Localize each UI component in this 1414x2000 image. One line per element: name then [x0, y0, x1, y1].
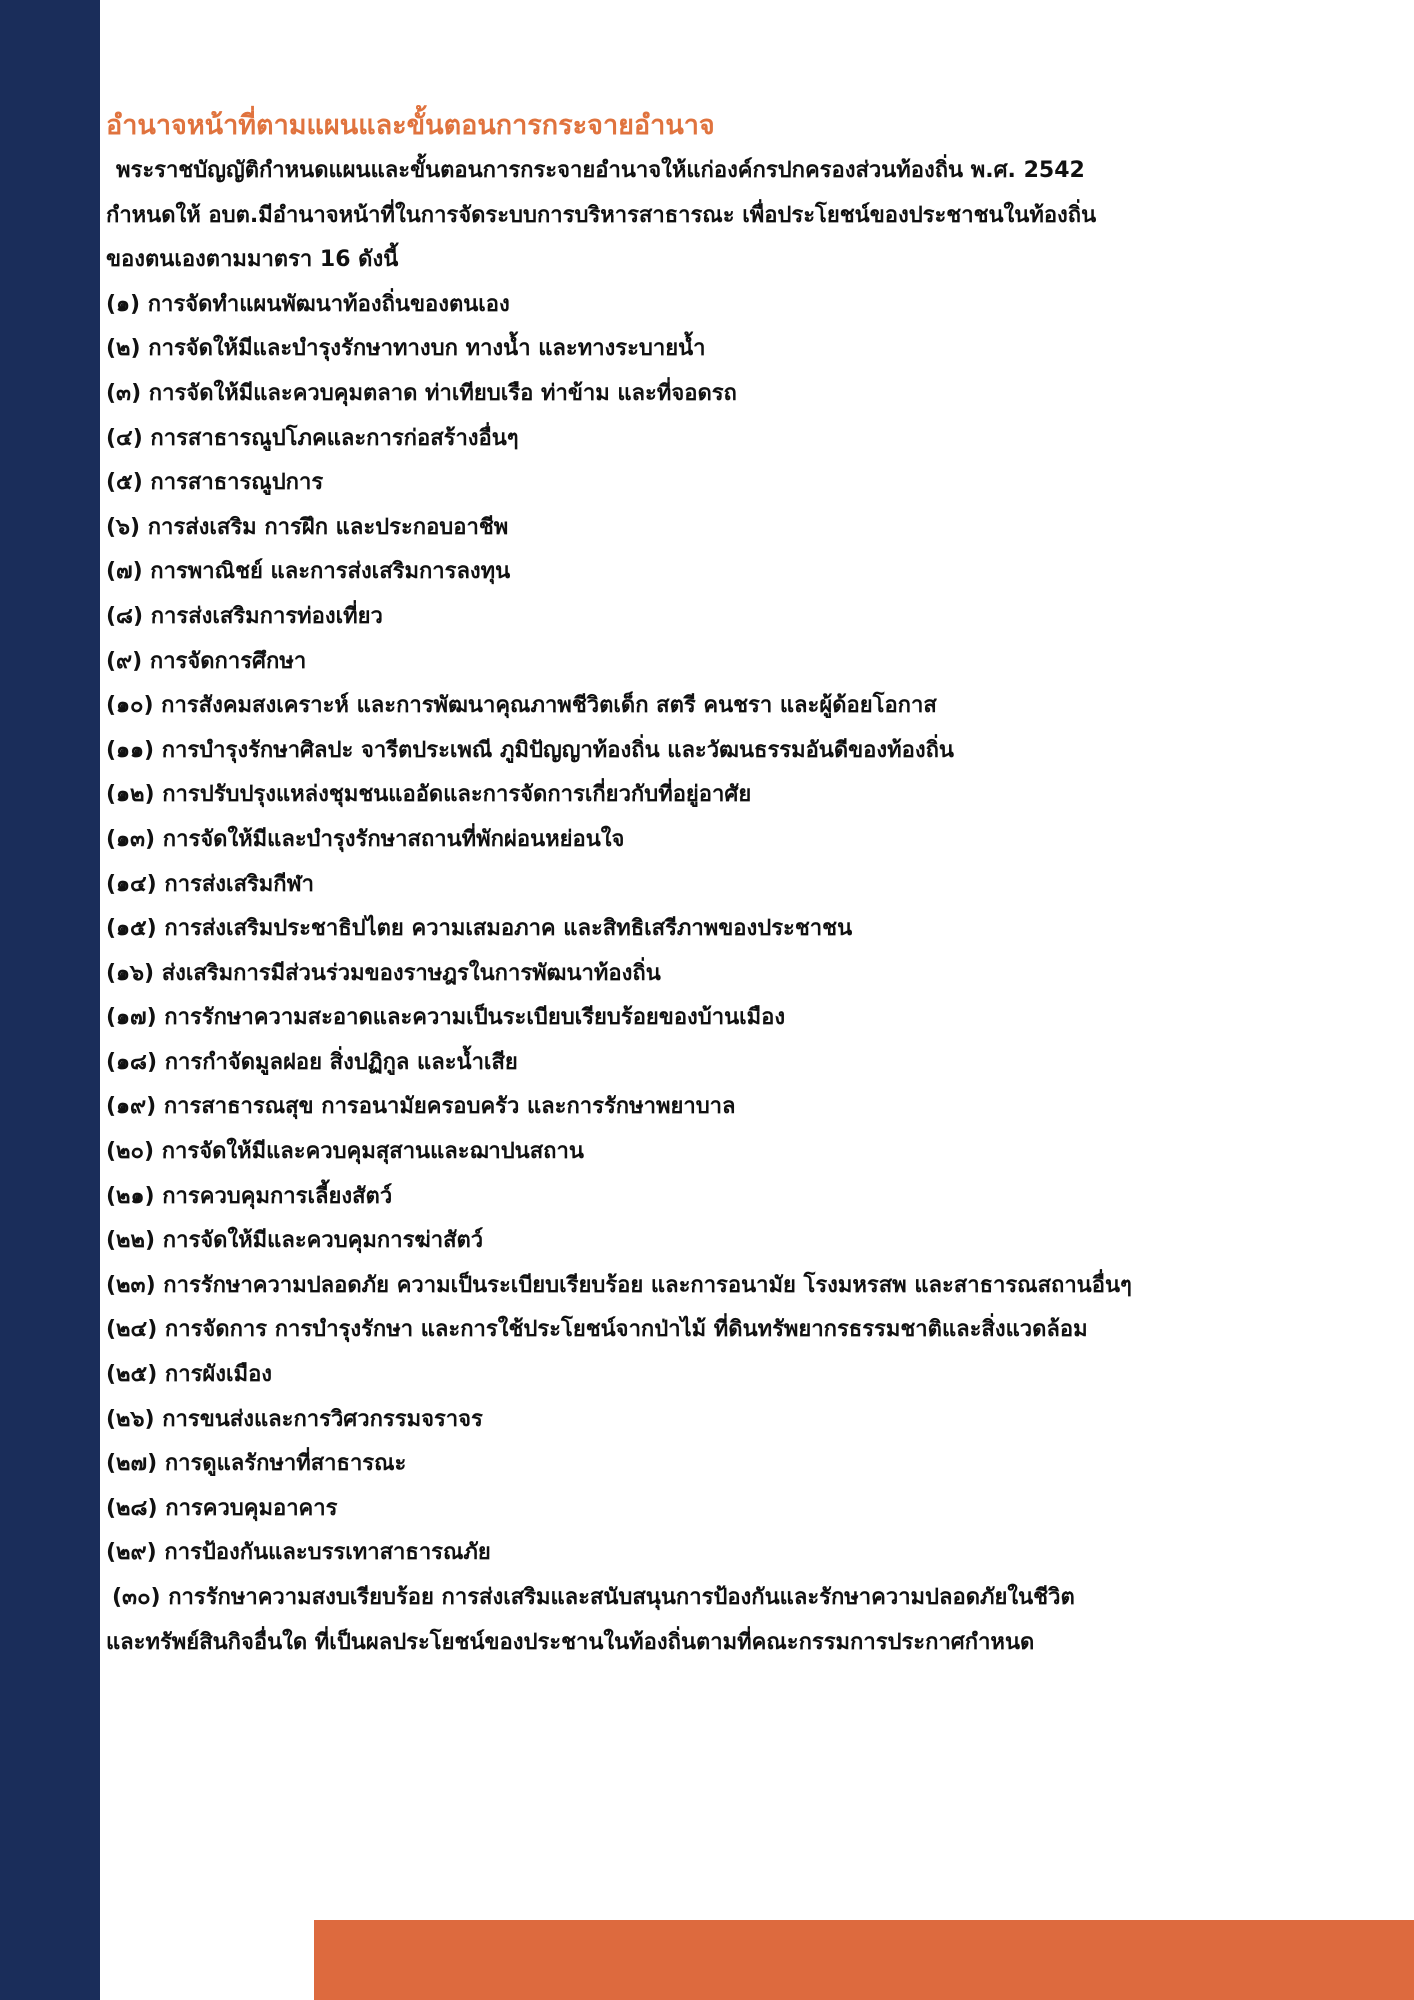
page-title: อำนาจหน้าที่ตามแผนและขั้นตอนการกระจายอำนาจ: [106, 110, 715, 141]
list-item: (๑๐) การสังคมสงเคราะห์ และการพัฒนาคุณภาพชีวิตเด็ก สตรี คนชรา และผู้ด้อยโอกาส: [106, 693, 937, 719]
intro-line: กำหนดให้ อบต.มีอำนาจหน้าที่ในการจัดระบบการบริหารสาธารณะ เพื่อประโยชน์ของประชาชนในท้องถิ่น: [106, 202, 1097, 228]
list-item: (๒๓) การรักษาความปลอดภัย ความเป็นระเบียบเรียบร้อย และการอนามัย โรงมหรสพ และสาธารณสถานอื่นๆ: [106, 1272, 1132, 1298]
list-item: (๕) การสาธารณูปการ: [106, 470, 324, 496]
list-item: (๑๕) การส่งเสริมประชาธิปไตย ความเสมอภาค และสิทธิเสรีภาพของประชาชน: [106, 916, 853, 942]
list-item: (๒) การจัดให้มีและบำรุงรักษาทางบก ทางน้ำ และทางระบายน้ำ: [106, 336, 706, 362]
list-item: (๘) การส่งเสริมการท่องเที่ยว: [106, 603, 383, 629]
last-item-line: (๓๐) การรักษาความสงบเรียบร้อย การส่งเสริมและสนับสนุนการป้องกันและรักษาความปลอดภัยในชีวิต: [112, 1585, 1075, 1610]
list-item: (๔) การสาธารณูปโภคและการก่อสร้างอื่นๆ: [106, 425, 519, 451]
document-body: [106, 103, 1406, 1665]
list-item: (๒๗) การดูแลรักษาที่สาธารณะ: [106, 1451, 407, 1477]
list-item: (๒๙) การป้องกันและบรรเทาสาธารณภัย: [106, 1540, 491, 1566]
list-item: (๒๕) การผังเมือง: [106, 1362, 273, 1388]
list-item: (๑๙) การสาธารณสุข การอนามัยครอบครัว และการรักษาพยาบาล: [106, 1094, 736, 1120]
list-item: (๒๐) การจัดให้มีและควบคุมสุสานและฌาปนสถาน: [106, 1139, 584, 1165]
list-item: (๗) การพาณิชย์ และการส่งเสริมการลงทุน: [106, 559, 511, 585]
list-item: (๑๒) การปรับปรุงแหล่งชุมชนแออัดและการจัดการเกี่ยวกับที่อยู่อาศัย: [106, 782, 752, 808]
intro-line: พระราชบัญญัติกำหนดแผนและขั้นตอนการกระจายอำนาจให้แก่องค์กรปกครองส่วนท้องถิ่น พ.ศ. 2542: [116, 158, 1085, 183]
last-item-line: และทรัพย์สินกิจอื่นใด ที่เป็นผลประโยชน์ของประชานในท้องถิ่นตามที่คณะกรรมการประกาศกำหนด: [106, 1629, 1035, 1655]
list-item: (๑๔) การส่งเสริมกีฬา: [106, 871, 315, 897]
duties-list: [106, 283, 1406, 1576]
list-item: (๒๒) การจัดให้มีและควบคุมการฆ่าสัตว์: [106, 1228, 484, 1254]
intro-line: ของตนเองตามมาตรา 16 ดังนี้: [106, 247, 399, 273]
list-item: (๖) การส่งเสริม การฝึก และประกอบอาชีพ: [106, 514, 509, 540]
list-item: (๑๑) การบำรุงรักษาศิลปะ จารีตประเพณี ภูมิปัญญาท้องถิ่น และวัฒนธรรมอันดีของท้องถิ่น: [106, 737, 954, 763]
list-item: (๑๓) การจัดให้มีและบำรุงรักษาสถานที่พักผ่อนหย่อนใจ: [106, 826, 625, 852]
list-item: (๑๗) การรักษาความสะอาดและความเป็นระเบียบเรียบร้อยของบ้านเมือง: [106, 1005, 786, 1031]
list-item: (๑) การจัดทำแผนพัฒนาท้องถิ่นของตนเอง: [106, 291, 510, 317]
left-navy-sidebar: [0, 0, 100, 2000]
list-item: (๙) การจัดการศึกษา: [106, 648, 307, 674]
list-item: (๓) การจัดให้มีและควบคุมตลาด ท่าเทียบเรือ ท่าข้าม และที่จอดรถ: [106, 380, 737, 406]
bottom-orange-bar: [314, 1920, 1414, 2000]
list-item: (๑๖) ส่งเสริมการมีส่วนร่วมของราษฎรในการพัฒนาท้องถิ่น: [106, 960, 661, 986]
list-item: (๒๘) การควบคุมอาคาร: [106, 1495, 338, 1521]
last-list-item: [106, 1576, 1406, 1665]
list-item: (๒๑) การควบคุมการเลี้ยงสัตว์: [106, 1183, 393, 1209]
list-item: (๒๔) การจัดการ การบำรุงรักษา และการใช้ประโยชน์จากป่าไม้ ที่ดินทรัพยากรธรรมชาติและสิ่งแวดล้อม: [106, 1317, 1088, 1343]
intro-paragraph: [106, 149, 1406, 283]
list-item: (๒๖) การขนส่งและการวิศวกรรมจราจร: [106, 1406, 483, 1432]
list-item: (๑๘) การกำจัดมูลฝอย สิ่งปฏิกูล และน้ำเสีย: [106, 1049, 518, 1075]
